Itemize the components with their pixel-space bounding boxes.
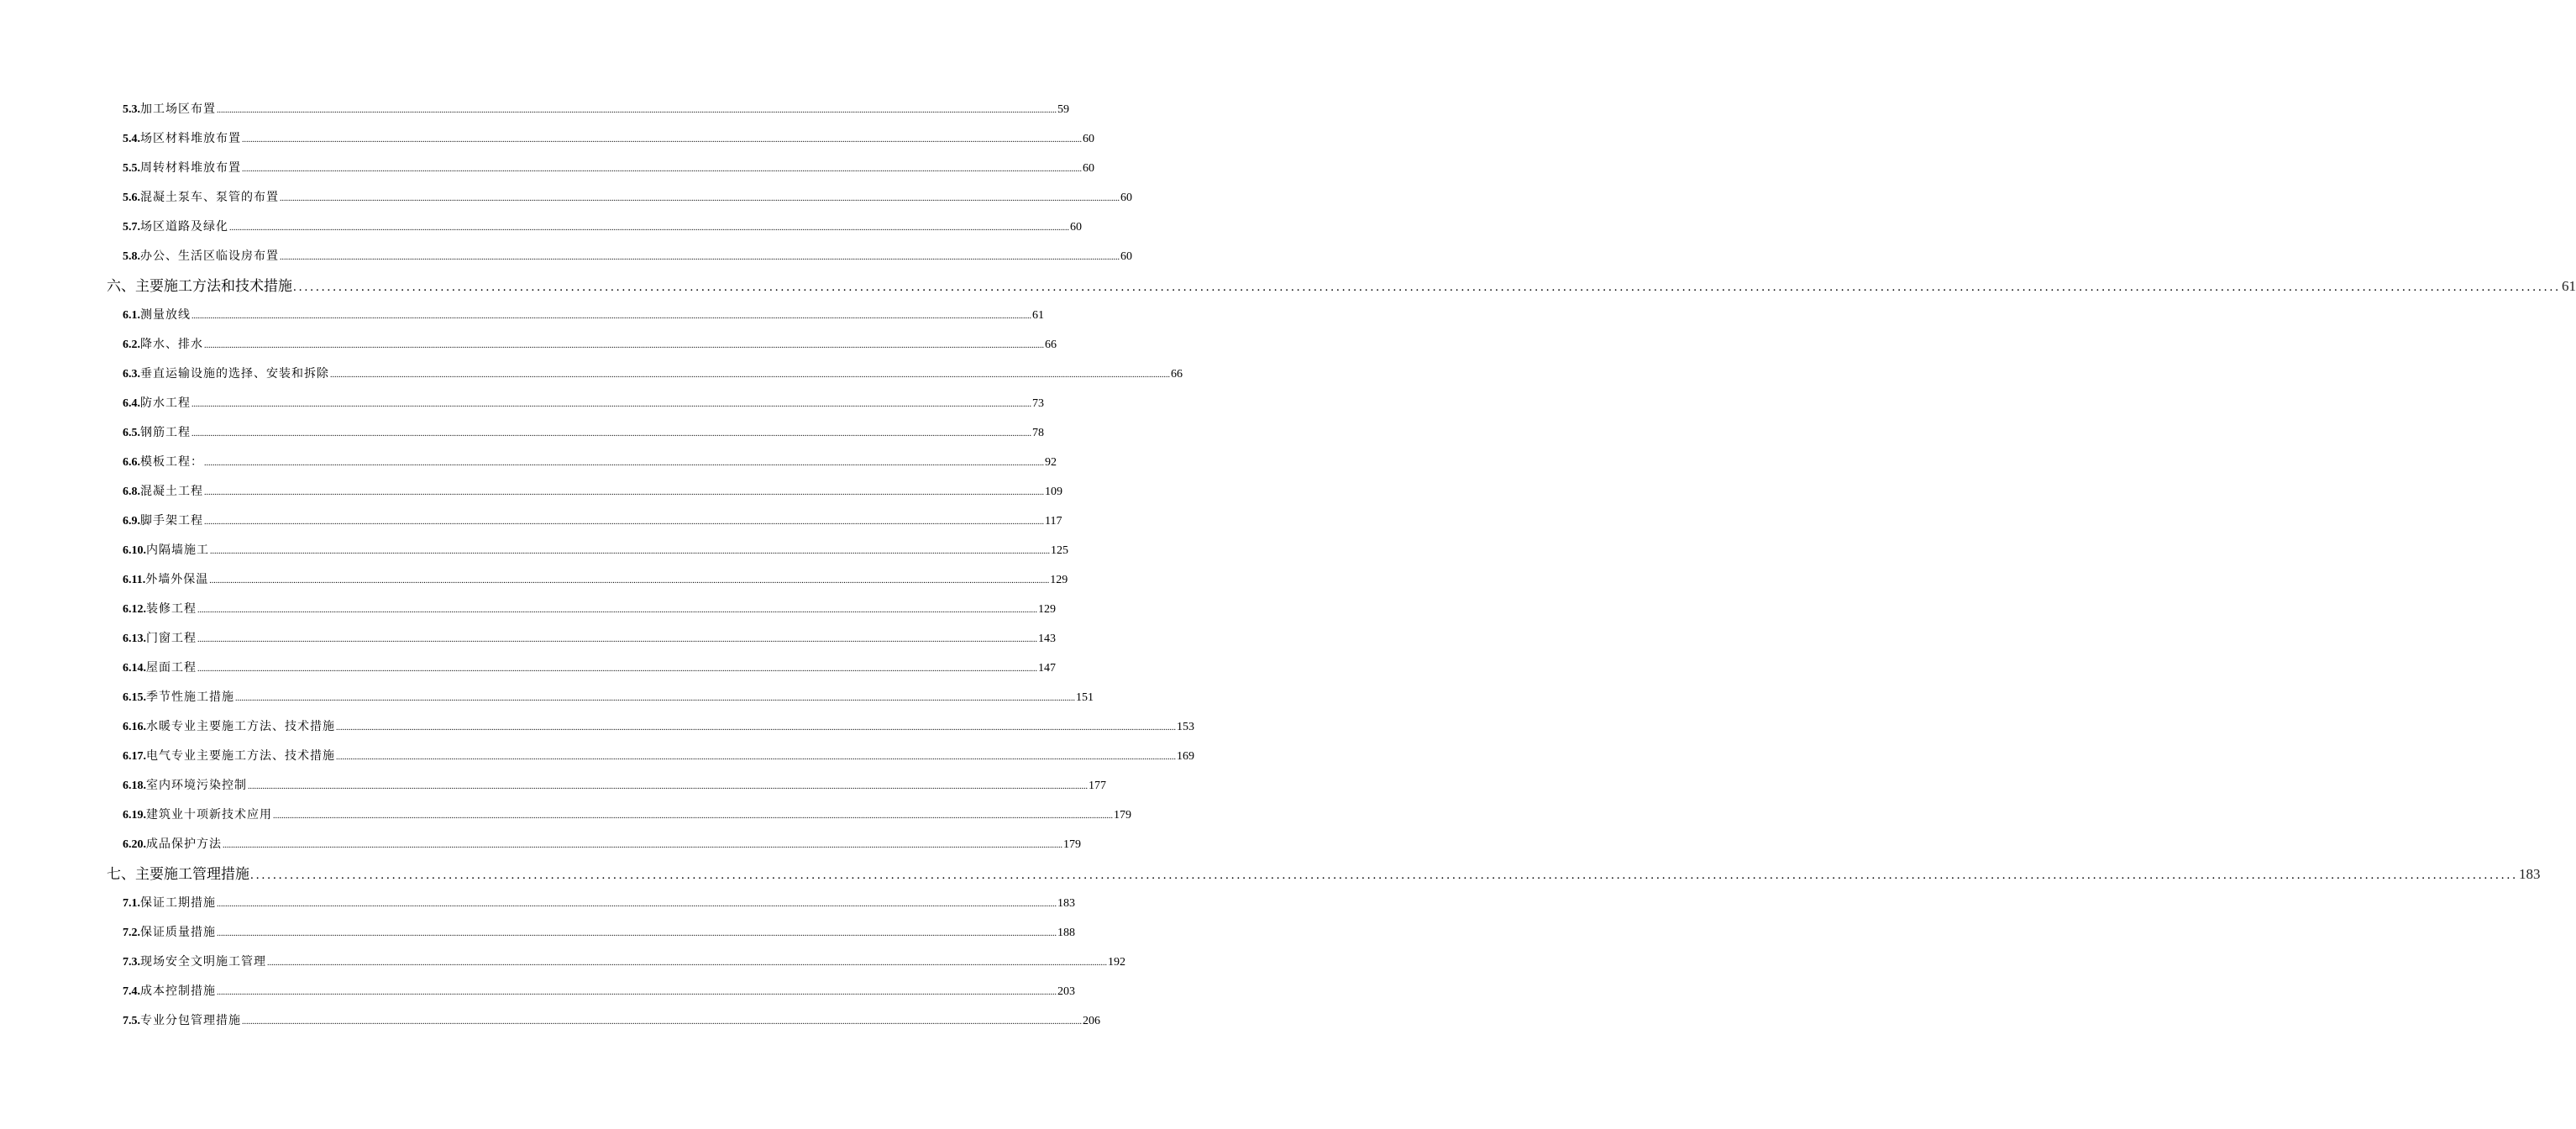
toc-entry[interactable]	[0, 948, 1125, 977]
toc-entry-title: 降水、排水	[140, 338, 203, 351]
toc-dot-leader: ................................................................................................................................................................................................................................................................................................................................................................................................................	[273, 811, 1113, 821]
toc-entry-title: 垂直运输设施的选择、安装和拆除	[140, 367, 329, 381]
toc-entry[interactable]	[0, 95, 1069, 124]
toc-entry-number: 5.3.	[123, 103, 140, 116]
toc-dot-leader: ................................................................................................................................................................................................................................................................................................................................................................................................................	[204, 459, 1044, 468]
toc-page-number: 151	[1076, 691, 1094, 704]
toc-entry-number: 6.18.	[123, 780, 146, 792]
toc-entry-title: 室内环境污染控制	[146, 779, 247, 792]
toc-entry-number: 5.7.	[123, 221, 140, 234]
toc-page-number: 206	[1083, 1015, 1100, 1027]
toc-entry[interactable]	[0, 507, 1062, 536]
toc-page-number: 109	[1045, 486, 1062, 498]
toc-entry-number: 7.1.	[123, 897, 140, 910]
toc-entry-title: 装修工程	[146, 602, 197, 616]
toc-entry-title: 水暖专业主要施工方法、技术措施	[146, 720, 335, 733]
toc-dot-leader: ................................................................................................................................................................................................................................................................................................................................................................................................................	[293, 281, 2561, 294]
toc-dot-leader: ................................................................................................................................................................................................................................................................................................................................................................................................................	[217, 929, 1057, 938]
toc-entry[interactable]	[0, 742, 1194, 771]
toc-entry-number: 6.19.	[123, 809, 146, 822]
toc-entry-title: 门窗工程	[146, 632, 197, 645]
toc-entry[interactable]	[0, 124, 1094, 154]
toc-entry-title: 混凝土泵车、泵管的布置	[140, 191, 279, 204]
toc-page-number: 78	[1032, 427, 1044, 439]
toc-dot-leader: ................................................................................................................................................................................................................................................................................................................................................................................................................	[217, 900, 1057, 909]
toc-entry-number: 7.4.	[123, 985, 140, 998]
toc-entry[interactable]	[0, 213, 1082, 242]
toc-dot-leader: ................................................................................................................................................................................................................................................................................................................................................................................................................	[223, 841, 1062, 850]
toc-entry[interactable]	[0, 389, 1044, 418]
toc-entry-number: 7.5.	[123, 1015, 140, 1027]
toc-entry-title: 混凝土工程	[140, 485, 203, 498]
toc-page-number: 125	[1051, 544, 1068, 557]
toc-entry-title: 内隔墙施工	[146, 543, 209, 557]
toc-page-number: 66	[1171, 368, 1183, 381]
toc-entry[interactable]	[0, 624, 1056, 654]
toc-entry[interactable]	[0, 918, 1075, 948]
toc-entry[interactable]	[0, 154, 1094, 183]
toc-page-number: 60	[1070, 221, 1082, 234]
toc-chapter-entry[interactable]	[0, 271, 2576, 301]
toc-dot-leader: ................................................................................................................................................................................................................................................................................................................................................................................................................	[204, 341, 1044, 350]
toc-dot-leader: ................................................................................................................................................................................................................................................................................................................................................................................................................	[204, 517, 1044, 527]
toc-entry-title: 六、主要施工方法和技术措施	[107, 278, 292, 295]
toc-dot-leader: ................................................................................................................................................................................................................................................................................................................................................................................................................	[242, 165, 1082, 174]
toc-dot-leader: ................................................................................................................................................................................................................................................................................................................................................................................................................	[204, 488, 1044, 497]
toc-entry-number: 6.11.	[123, 574, 146, 586]
toc-entry-title: 测量放线	[140, 308, 191, 322]
toc-page-number: 73	[1032, 397, 1044, 410]
toc-entry[interactable]	[0, 301, 1044, 330]
toc-page-number: 179	[1063, 838, 1081, 851]
toc-page-number: 129	[1038, 603, 1056, 616]
toc-page-number: 177	[1089, 780, 1106, 792]
toc-entry-number: 6.17.	[123, 750, 146, 763]
toc-entry-title: 周转材料堆放布置	[140, 161, 241, 175]
toc-entry-title: 屋面工程	[146, 661, 197, 675]
toc-dot-leader: ................................................................................................................................................................................................................................................................................................................................................................................................................	[242, 1017, 1082, 1027]
toc-entry-title: 外墙外保温	[145, 573, 209, 586]
toc-dot-leader: ................................................................................................................................................................................................................................................................................................................................................................................................................	[267, 958, 1107, 968]
toc-page-number: 203	[1057, 985, 1075, 998]
toc-entry-title: 加工场区布置	[140, 102, 216, 116]
toc-entry[interactable]	[0, 771, 1106, 801]
toc-entry-number: 6.13.	[123, 633, 146, 645]
toc-entry-title: 电气专业主要施工方法、技术措施	[146, 749, 335, 763]
toc-page-number: 179	[1114, 809, 1131, 822]
toc-entry[interactable]	[0, 683, 1094, 712]
toc-entry-number: 6.10.	[123, 544, 146, 557]
toc-entry-number: 5.8.	[123, 250, 140, 263]
toc-page-number: 61	[2562, 278, 2576, 294]
toc-entry-title: 钢筋工程	[140, 426, 191, 439]
toc-dot-leader: ................................................................................................................................................................................................................................................................................................................................................................................................................	[250, 869, 2518, 882]
toc-page-number: 60	[1083, 133, 1094, 145]
toc-entry-number: 7.3.	[123, 956, 140, 969]
toc-entry-title: 现场安全文明施工管理	[140, 955, 266, 969]
toc-entry[interactable]	[0, 889, 1075, 918]
toc-entry[interactable]	[0, 448, 1057, 477]
toc-entry[interactable]	[0, 536, 1068, 565]
toc-entry-title: 成本控制措施	[140, 985, 216, 998]
toc-entry[interactable]	[0, 977, 1075, 1006]
toc-entry-number: 6.8.	[123, 486, 140, 498]
toc-entry-number: 6.2.	[123, 339, 140, 351]
toc-entry-number: 5.5.	[123, 162, 140, 175]
toc-entry-title: 模板工程：	[140, 455, 203, 469]
toc-entry-number: 6.14.	[123, 662, 146, 675]
toc-entry[interactable]	[0, 1006, 1100, 1036]
toc-dot-leader: ................................................................................................................................................................................................................................................................................................................................................................................................................	[197, 635, 1037, 644]
toc-dot-leader: ................................................................................................................................................................................................................................................................................................................................................................................................................	[217, 106, 1057, 115]
toc-entry[interactable]	[0, 830, 1081, 859]
toc-dot-leader: ................................................................................................................................................................................................................................................................................................................................................................................................................	[209, 576, 1050, 586]
toc-entry-number: 6.4.	[123, 397, 140, 410]
toc-entry-title: 成品保护方法	[146, 838, 222, 851]
toc-dot-leader: ................................................................................................................................................................................................................................................................................................................................................................................................................	[197, 664, 1037, 674]
toc-page-number: 188	[1057, 927, 1075, 939]
toc-dot-leader: ................................................................................................................................................................................................................................................................................................................................................................................................................	[280, 253, 1120, 262]
toc-dot-leader: ................................................................................................................................................................................................................................................................................................................................................................................................................	[248, 782, 1088, 791]
toc-page-number: 143	[1038, 633, 1056, 645]
toc-page-number: 117	[1045, 515, 1062, 528]
toc-entry-title: 季节性施工措施	[146, 691, 234, 704]
toc-entry[interactable]	[0, 360, 1183, 389]
toc-page-number: 92	[1045, 456, 1057, 469]
toc-entry-number: 6.16.	[123, 721, 146, 733]
toc-entry[interactable]	[0, 565, 1068, 595]
toc-page-number: 147	[1038, 662, 1056, 675]
toc-dot-leader: ................................................................................................................................................................................................................................................................................................................................................................................................................	[197, 606, 1037, 615]
toc-dot-leader: ................................................................................................................................................................................................................................................................................................................................................................................................................	[280, 194, 1120, 203]
toc-entry-number: 6.3.	[123, 368, 140, 381]
toc-entry-number: 6.9.	[123, 515, 140, 528]
toc-entry-number: 6.6.	[123, 456, 140, 469]
toc-page-number: 192	[1108, 956, 1125, 969]
toc-entry-number: 5.6.	[123, 192, 140, 204]
toc-entry[interactable]	[0, 712, 1194, 742]
toc-page-number: 60	[1083, 162, 1094, 175]
table-of-contents	[0, 95, 2576, 1036]
toc-entry-title: 专业分包管理措施	[140, 1014, 241, 1027]
toc-dot-leader: ................................................................................................................................................................................................................................................................................................................................................................................................................	[210, 547, 1050, 556]
toc-entry[interactable]	[0, 418, 1044, 448]
toc-page-number: 183	[2519, 866, 2541, 882]
toc-entry-title: 场区材料堆放布置	[140, 132, 241, 145]
toc-entry-number: 6.20.	[123, 838, 146, 851]
toc-entry-number: 6.15.	[123, 691, 146, 704]
toc-dot-leader: ................................................................................................................................................................................................................................................................................................................................................................................................................	[242, 135, 1082, 144]
toc-dot-leader: ................................................................................................................................................................................................................................................................................................................................................................................................................	[191, 312, 1031, 321]
toc-entry-title: 保证工期措施	[140, 896, 216, 910]
toc-entry-title: 场区道路及绿化	[140, 220, 228, 234]
toc-entry-title: 防水工程	[140, 396, 191, 410]
toc-page-number: 60	[1120, 250, 1132, 263]
toc-dot-leader: ................................................................................................................................................................................................................................................................................................................................................................................................................	[235, 694, 1075, 703]
toc-page-number: 129	[1050, 574, 1068, 586]
toc-entry[interactable]	[0, 183, 1132, 213]
toc-dot-leader: ................................................................................................................................................................................................................................................................................................................................................................................................................	[330, 370, 1170, 380]
toc-dot-leader: ................................................................................................................................................................................................................................................................................................................................................................................................................	[229, 223, 1069, 233]
toc-entry[interactable]	[0, 242, 1132, 271]
toc-dot-leader: ................................................................................................................................................................................................................................................................................................................................................................................................................	[217, 988, 1057, 997]
toc-entry-title: 七、主要施工管理措施	[107, 866, 249, 883]
toc-entry-title: 建筑业十项新技术应用	[146, 808, 272, 822]
toc-entry-number: 6.1.	[123, 309, 140, 322]
toc-entry-title: 保证质量措施	[140, 926, 216, 939]
toc-page-number: 153	[1177, 721, 1194, 733]
toc-entry-number: 7.2.	[123, 927, 140, 939]
toc-entry-number: 6.5.	[123, 427, 140, 439]
toc-entry[interactable]	[0, 595, 1056, 624]
toc-chapter-entry[interactable]	[0, 859, 2541, 889]
toc-page-number: 183	[1057, 897, 1075, 910]
toc-entry[interactable]	[0, 477, 1062, 507]
toc-dot-leader: ................................................................................................................................................................................................................................................................................................................................................................................................................	[336, 753, 1176, 762]
toc-entry-number: 5.4.	[123, 133, 140, 145]
toc-entry[interactable]	[0, 654, 1056, 683]
toc-entry[interactable]	[0, 801, 1131, 830]
toc-page-number: 60	[1120, 192, 1132, 204]
toc-page-number: 66	[1045, 339, 1057, 351]
toc-entry-number: 6.12.	[123, 603, 146, 616]
toc-dot-leader: ................................................................................................................................................................................................................................................................................................................................................................................................................	[191, 429, 1031, 438]
toc-entry-title: 脚手架工程	[140, 514, 203, 528]
toc-page-number: 59	[1057, 103, 1069, 116]
toc-entry-title: 办公、生活区临设房布置	[140, 249, 279, 263]
toc-page-number: 169	[1177, 750, 1194, 763]
toc-dot-leader: ................................................................................................................................................................................................................................................................................................................................................................................................................	[336, 723, 1176, 733]
toc-entry[interactable]	[0, 330, 1057, 360]
toc-page-number: 61	[1032, 309, 1044, 322]
toc-dot-leader: ................................................................................................................................................................................................................................................................................................................................................................................................................	[191, 400, 1031, 409]
